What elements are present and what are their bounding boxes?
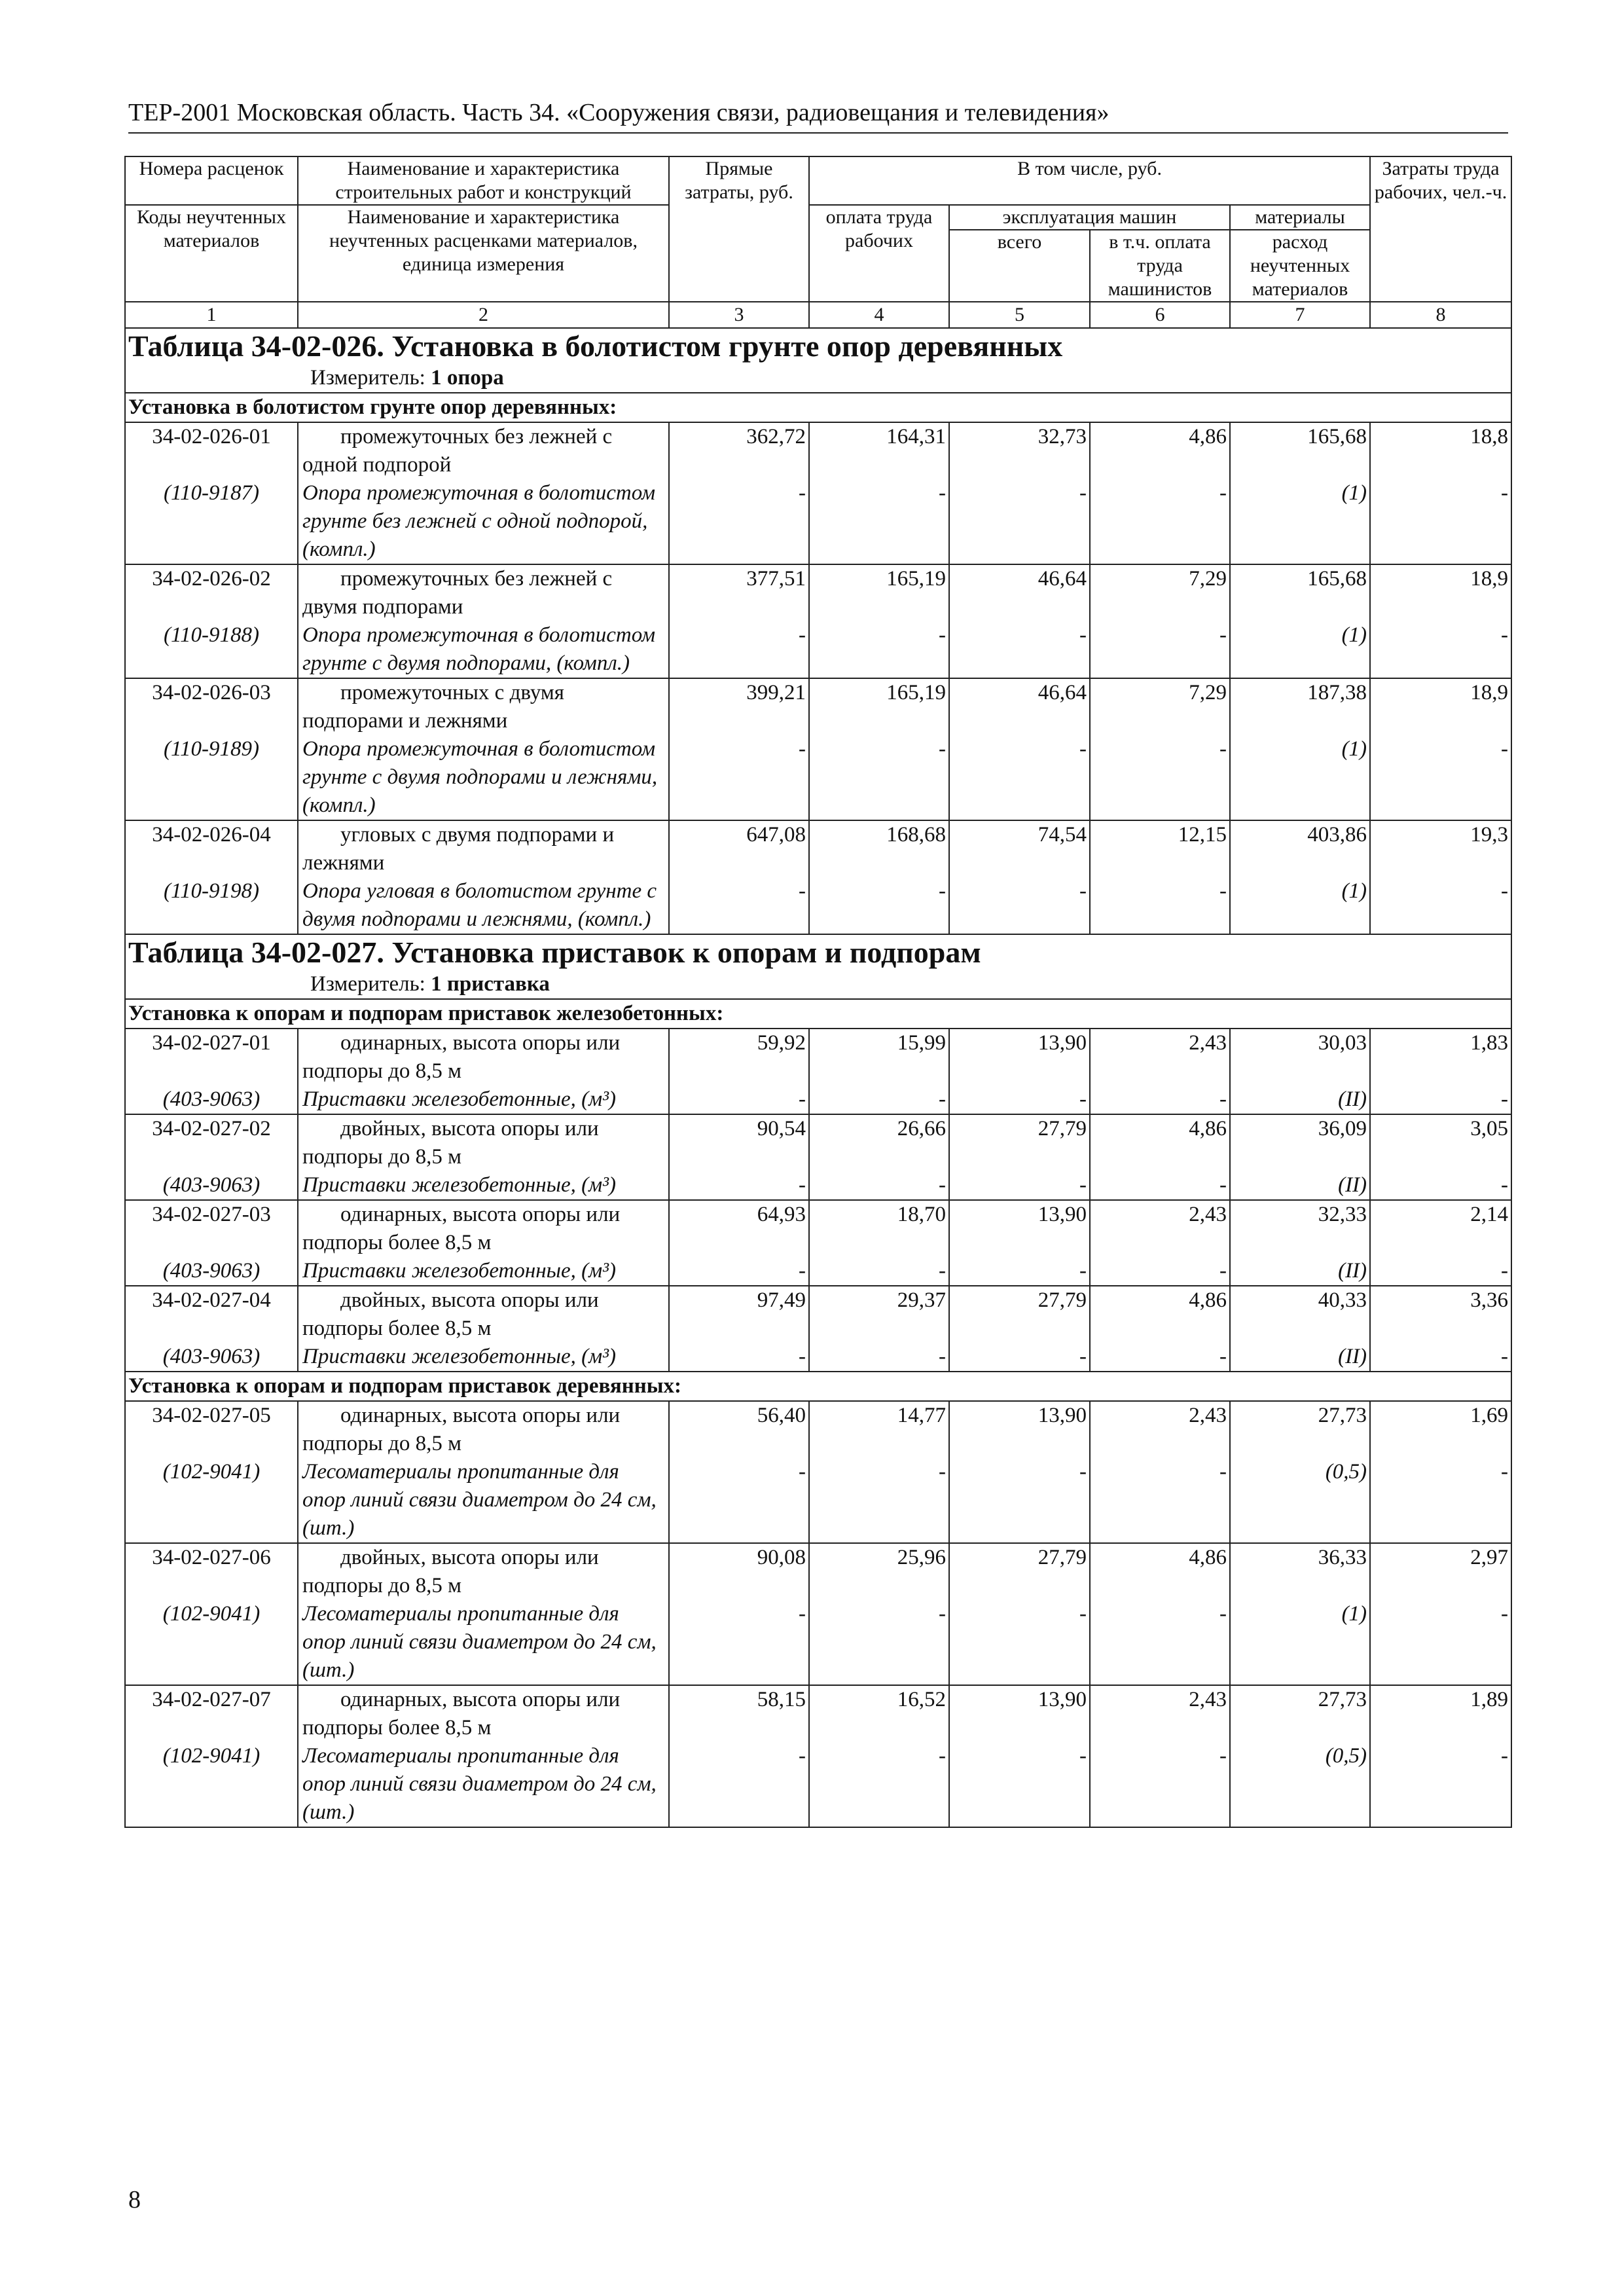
rate-code: 34-02-027-02 bbox=[125, 1114, 298, 1171]
material-value: - bbox=[1090, 1257, 1230, 1286]
material-value: - bbox=[669, 877, 809, 934]
material-value: - bbox=[1370, 1458, 1511, 1543]
meter-label: Измеритель: bbox=[310, 972, 425, 996]
material-value: - bbox=[669, 1085, 809, 1114]
rate-value: 58,15 bbox=[669, 1685, 809, 1742]
rate-value: 2,43 bbox=[1090, 1401, 1230, 1458]
rate-value: 2,43 bbox=[1090, 1029, 1230, 1085]
rate-value: 32,33 bbox=[1230, 1200, 1370, 1257]
material-value: - bbox=[949, 1458, 1090, 1543]
rate-value: 74,54 bbox=[949, 820, 1090, 877]
material-value: (1) bbox=[1230, 621, 1370, 678]
rate-value: 56,40 bbox=[669, 1401, 809, 1458]
rate-code: 34-02-027-01 bbox=[125, 1029, 298, 1085]
material-value: - bbox=[669, 1257, 809, 1286]
material-value: (0,5) bbox=[1230, 1742, 1370, 1827]
rate-value: 2,43 bbox=[1090, 1200, 1230, 1257]
material-value: - bbox=[669, 479, 809, 564]
rate-value: 2,14 bbox=[1370, 1200, 1511, 1257]
rate-row bbox=[125, 1685, 1511, 1742]
table-title: Таблица 34-02-026. Установка в болотистом грунте опор деревянных bbox=[125, 328, 1511, 364]
rate-code: 34-02-027-05 bbox=[125, 1401, 298, 1458]
material-value: - bbox=[669, 1171, 809, 1200]
rate-row bbox=[125, 422, 1511, 479]
material-name: Лесоматериалы пропитанные для опор линий связи диаметром до 24 см, (шт.) bbox=[298, 1458, 669, 1543]
material-value: - bbox=[1090, 1085, 1230, 1114]
rate-value: 2,43 bbox=[1090, 1685, 1230, 1742]
material-name: Опора промежуточная в болотистом грунте с двумя подпорами и лежнями, (компл.) bbox=[298, 735, 669, 820]
material-code: (102-9041) bbox=[125, 1458, 298, 1543]
material-value: - bbox=[669, 621, 809, 678]
col-machines: эксплуатация машин bbox=[949, 205, 1230, 230]
rate-code: 34-02-026-01 bbox=[125, 422, 298, 479]
material-value: - bbox=[809, 621, 949, 678]
table-title-row bbox=[125, 328, 1511, 364]
material-name: Опора угловая в болотистом грунте с двумя подпорами и лежнями, (компл.) bbox=[298, 877, 669, 934]
col-work-name: Наименование и характеристика строительных работ и конструкций bbox=[298, 156, 669, 205]
rate-value: 12,15 bbox=[1090, 820, 1230, 877]
rate-row bbox=[125, 1286, 1511, 1343]
col-including: В том числе, руб. bbox=[809, 156, 1370, 205]
material-value: - bbox=[809, 1171, 949, 1200]
rate-value: 13,90 bbox=[949, 1029, 1090, 1085]
material-code: (110-9189) bbox=[125, 735, 298, 820]
rate-value: 165,19 bbox=[809, 564, 949, 621]
col-machinist-pay: в т.ч. оплата труда машинистов bbox=[1090, 230, 1230, 302]
rate-value: 13,90 bbox=[949, 1685, 1090, 1742]
col-machines-total: всего bbox=[949, 230, 1090, 302]
material-value: (II) bbox=[1230, 1085, 1370, 1114]
rate-value: 2,97 bbox=[1370, 1543, 1511, 1600]
meter-row bbox=[125, 364, 1511, 393]
material-row bbox=[125, 1171, 1511, 1200]
rate-value: 187,38 bbox=[1230, 678, 1370, 735]
material-value: - bbox=[949, 1343, 1090, 1372]
material-value: - bbox=[949, 479, 1090, 564]
material-name: Лесоматериалы пропитанные для опор линий связи диаметром до 24 см, (шт.) bbox=[298, 1600, 669, 1685]
column-number: 3 bbox=[669, 302, 809, 328]
material-value: - bbox=[949, 735, 1090, 820]
material-code: (403-9063) bbox=[125, 1257, 298, 1286]
material-value: (II) bbox=[1230, 1171, 1370, 1200]
work-name: одинарных, высота опоры или подпоры более 8,5 м bbox=[298, 1200, 669, 1257]
rate-value: 26,66 bbox=[809, 1114, 949, 1171]
material-code: (110-9198) bbox=[125, 877, 298, 934]
rate-value: 40,33 bbox=[1230, 1286, 1370, 1343]
material-value: (II) bbox=[1230, 1257, 1370, 1286]
work-name: двойных, высота опоры или подпоры до 8,5 м bbox=[298, 1114, 669, 1171]
rate-value: 64,93 bbox=[669, 1200, 809, 1257]
material-code: (110-9188) bbox=[125, 621, 298, 678]
material-value: - bbox=[1370, 479, 1511, 564]
material-value: - bbox=[669, 1343, 809, 1372]
material-value: (1) bbox=[1230, 479, 1370, 564]
rate-value: 7,29 bbox=[1090, 678, 1230, 735]
rate-value: 18,9 bbox=[1370, 564, 1511, 621]
rate-row bbox=[125, 1543, 1511, 1600]
material-row bbox=[125, 1600, 1511, 1685]
work-name: одинарных, высота опоры или подпоры до 8,5 м bbox=[298, 1401, 669, 1458]
material-value: (II) bbox=[1230, 1343, 1370, 1372]
material-value: - bbox=[949, 621, 1090, 678]
material-value: - bbox=[809, 1458, 949, 1543]
rate-value: 32,73 bbox=[949, 422, 1090, 479]
col-material-name: Наименование и характеристика неучтенных расценками материалов, единица измерения bbox=[298, 205, 669, 302]
material-name: Опора промежуточная в болотистом грунте с двумя подпорами, (компл.) bbox=[298, 621, 669, 678]
material-value: - bbox=[949, 1085, 1090, 1114]
rate-value: 7,29 bbox=[1090, 564, 1230, 621]
material-row bbox=[125, 1257, 1511, 1286]
material-value: - bbox=[949, 1600, 1090, 1685]
material-name: Приставки железобетонные, (м³) bbox=[298, 1343, 669, 1372]
meter bbox=[125, 364, 1511, 393]
section-title: Установка к опорам и подпорам приставок железобетонных: bbox=[125, 999, 1511, 1029]
material-value: - bbox=[1090, 1171, 1230, 1200]
material-value: - bbox=[1370, 877, 1511, 934]
material-value: - bbox=[1090, 621, 1230, 678]
material-value: - bbox=[1090, 1343, 1230, 1372]
rate-value: 97,49 bbox=[669, 1286, 809, 1343]
rate-value: 29,37 bbox=[809, 1286, 949, 1343]
material-value: - bbox=[949, 1171, 1090, 1200]
material-value: - bbox=[1370, 621, 1511, 678]
material-value: - bbox=[809, 1343, 949, 1372]
rate-value: 27,73 bbox=[1230, 1401, 1370, 1458]
rate-value: 46,64 bbox=[949, 564, 1090, 621]
material-value: - bbox=[1090, 735, 1230, 820]
rate-value: 1,83 bbox=[1370, 1029, 1511, 1085]
material-value: - bbox=[809, 1742, 949, 1827]
material-value: - bbox=[1370, 1085, 1511, 1114]
column-number: 4 bbox=[809, 302, 949, 328]
material-value: - bbox=[1090, 1742, 1230, 1827]
material-value: - bbox=[809, 735, 949, 820]
material-row bbox=[125, 1458, 1511, 1543]
col-material-usage: расход неучтенных материалов bbox=[1230, 230, 1370, 302]
rate-value: 1,89 bbox=[1370, 1685, 1511, 1742]
rate-value: 25,96 bbox=[809, 1543, 949, 1600]
col-direct-costs: Прямые затраты, руб. bbox=[669, 156, 809, 302]
material-value: - bbox=[949, 877, 1090, 934]
column-number: 8 bbox=[1370, 302, 1511, 328]
material-value: - bbox=[949, 1742, 1090, 1827]
section-title-row bbox=[125, 999, 1511, 1029]
material-name: Приставки железобетонные, (м³) bbox=[298, 1085, 669, 1114]
page-number: 8 bbox=[128, 2186, 141, 2214]
rate-value: 13,90 bbox=[949, 1200, 1090, 1257]
rate-value: 36,33 bbox=[1230, 1543, 1370, 1600]
rate-value: 3,05 bbox=[1370, 1114, 1511, 1171]
material-row bbox=[125, 1742, 1511, 1827]
rate-value: 165,19 bbox=[809, 678, 949, 735]
work-name: одинарных, высота опоры или подпоры до 8,5 м bbox=[298, 1029, 669, 1085]
rate-code: 34-02-026-02 bbox=[125, 564, 298, 621]
rate-value: 1,69 bbox=[1370, 1401, 1511, 1458]
work-name: промежуточных без лежней с одной подпорой bbox=[298, 422, 669, 479]
work-name: двойных, высота опоры или подпоры до 8,5 м bbox=[298, 1543, 669, 1600]
material-value: (1) bbox=[1230, 877, 1370, 934]
rate-value: 4,86 bbox=[1090, 1543, 1230, 1600]
rate-code: 34-02-027-06 bbox=[125, 1543, 298, 1600]
work-name: промежуточных с двумя подпорами и лежнями bbox=[298, 678, 669, 735]
rate-row bbox=[125, 820, 1511, 877]
material-code: (102-9041) bbox=[125, 1600, 298, 1685]
rate-code: 34-02-027-04 bbox=[125, 1286, 298, 1343]
rate-value: 27,79 bbox=[949, 1114, 1090, 1171]
work-name: одинарных, высота опоры или подпоры более 8,5 м bbox=[298, 1685, 669, 1742]
rates-table bbox=[124, 156, 1512, 1828]
col-materials: материалы bbox=[1230, 205, 1370, 230]
material-code: (102-9041) bbox=[125, 1742, 298, 1827]
work-name: угловых с двумя подпорами и лежнями bbox=[298, 820, 669, 877]
column-number: 1 bbox=[125, 302, 298, 328]
meter-value: 1 опора bbox=[431, 366, 504, 390]
material-value: - bbox=[949, 1257, 1090, 1286]
material-value: - bbox=[1370, 1343, 1511, 1372]
column-number: 2 bbox=[298, 302, 669, 328]
rate-row bbox=[125, 678, 1511, 735]
section-title: Установка к опорам и подпорам приставок деревянных: bbox=[125, 1372, 1511, 1401]
rate-value: 59,92 bbox=[669, 1029, 809, 1085]
work-name: двойных, высота опоры или подпоры более 8,5 м bbox=[298, 1286, 669, 1343]
meter-row bbox=[125, 970, 1511, 999]
rate-value: 90,08 bbox=[669, 1543, 809, 1600]
section-title: Установка в болотистом грунте опор деревянных: bbox=[125, 393, 1511, 422]
rate-code: 34-02-027-07 bbox=[125, 1685, 298, 1742]
material-row bbox=[125, 1085, 1511, 1114]
meter bbox=[125, 970, 1511, 999]
rate-value: 27,79 bbox=[949, 1543, 1090, 1600]
table-title-row bbox=[125, 934, 1511, 970]
material-row bbox=[125, 479, 1511, 564]
rate-value: 3,36 bbox=[1370, 1286, 1511, 1343]
material-value: - bbox=[1370, 1171, 1511, 1200]
rate-value: 18,8 bbox=[1370, 422, 1511, 479]
material-value: - bbox=[1090, 877, 1230, 934]
header-row-2 bbox=[125, 205, 1511, 230]
rate-value: 46,64 bbox=[949, 678, 1090, 735]
rate-value: 165,68 bbox=[1230, 564, 1370, 621]
material-code: (403-9063) bbox=[125, 1171, 298, 1200]
rate-value: 168,68 bbox=[809, 820, 949, 877]
col-labor-costs: Затраты труда рабочих, чел.-ч. bbox=[1370, 156, 1511, 302]
meter-value: 1 приставка bbox=[431, 972, 550, 996]
material-name: Опора промежуточная в болотистом грунте без лежней с одной подпорой, (компл.) bbox=[298, 479, 669, 564]
rate-value: 27,73 bbox=[1230, 1685, 1370, 1742]
material-name: Приставки железобетонные, (м³) bbox=[298, 1257, 669, 1286]
rate-value: 14,77 bbox=[809, 1401, 949, 1458]
material-row bbox=[125, 1343, 1511, 1372]
column-numbers-row bbox=[125, 302, 1511, 328]
rate-value: 377,51 bbox=[669, 564, 809, 621]
rate-value: 4,86 bbox=[1090, 1286, 1230, 1343]
material-value: - bbox=[669, 1742, 809, 1827]
col-worker-pay: оплата труда рабочих bbox=[809, 205, 949, 302]
column-number: 7 bbox=[1230, 302, 1370, 328]
material-row bbox=[125, 877, 1511, 934]
material-value: - bbox=[809, 479, 949, 564]
material-name: Лесоматериалы пропитанные для опор линий связи диаметром до 24 см, (шт.) bbox=[298, 1742, 669, 1827]
rate-code: 34-02-026-03 bbox=[125, 678, 298, 735]
rate-value: 165,68 bbox=[1230, 422, 1370, 479]
material-value: - bbox=[1370, 735, 1511, 820]
material-value: (1) bbox=[1230, 1600, 1370, 1685]
material-value: - bbox=[809, 1257, 949, 1286]
material-value: - bbox=[1370, 1742, 1511, 1827]
rate-row bbox=[125, 1401, 1511, 1458]
rate-code: 34-02-027-03 bbox=[125, 1200, 298, 1257]
material-value: - bbox=[1090, 479, 1230, 564]
material-value: - bbox=[1090, 1458, 1230, 1543]
material-code: (110-9187) bbox=[125, 479, 298, 564]
rate-value: 4,86 bbox=[1090, 422, 1230, 479]
rate-value: 164,31 bbox=[809, 422, 949, 479]
header-row-1 bbox=[125, 156, 1511, 205]
material-value: - bbox=[1370, 1600, 1511, 1685]
rate-value: 13,90 bbox=[949, 1401, 1090, 1458]
rate-row bbox=[125, 1029, 1511, 1085]
material-name: Приставки железобетонные, (м³) bbox=[298, 1171, 669, 1200]
material-code: (403-9063) bbox=[125, 1085, 298, 1114]
material-code: (403-9063) bbox=[125, 1343, 298, 1372]
rate-value: 399,21 bbox=[669, 678, 809, 735]
rate-value: 18,9 bbox=[1370, 678, 1511, 735]
rate-value: 403,86 bbox=[1230, 820, 1370, 877]
col-rate-numbers: Номера расценок bbox=[125, 156, 298, 205]
page-header: ТЕР-2001 Московская область. Часть 34. «Сооружения связи, радиовещания и телевидения» bbox=[128, 98, 1508, 134]
material-value: - bbox=[1090, 1600, 1230, 1685]
col-material-codes: Коды неучтенных материалов bbox=[125, 205, 298, 302]
material-value: (1) bbox=[1230, 735, 1370, 820]
material-value: - bbox=[809, 877, 949, 934]
column-number: 6 bbox=[1090, 302, 1230, 328]
material-value: - bbox=[1370, 1257, 1511, 1286]
rate-value: 647,08 bbox=[669, 820, 809, 877]
table-title: Таблица 34-02-027. Установка приставок к опорам и подпорам bbox=[125, 934, 1511, 970]
material-value: - bbox=[669, 1458, 809, 1543]
rate-value: 4,86 bbox=[1090, 1114, 1230, 1171]
material-value: (0,5) bbox=[1230, 1458, 1370, 1543]
material-row bbox=[125, 735, 1511, 820]
work-name: промежуточных без лежней с двумя подпорами bbox=[298, 564, 669, 621]
rate-value: 30,03 bbox=[1230, 1029, 1370, 1085]
column-number: 5 bbox=[949, 302, 1090, 328]
rate-value: 18,70 bbox=[809, 1200, 949, 1257]
rate-value: 90,54 bbox=[669, 1114, 809, 1171]
rate-value: 36,09 bbox=[1230, 1114, 1370, 1171]
rate-row bbox=[125, 1200, 1511, 1257]
material-value: - bbox=[809, 1085, 949, 1114]
material-value: - bbox=[669, 1600, 809, 1685]
section-title-row bbox=[125, 393, 1511, 422]
rate-value: 15,99 bbox=[809, 1029, 949, 1085]
material-value: - bbox=[669, 735, 809, 820]
rate-value: 16,52 bbox=[809, 1685, 949, 1742]
section-title-row bbox=[125, 1372, 1511, 1401]
meter-label: Измеритель: bbox=[310, 366, 425, 390]
rate-value: 19,3 bbox=[1370, 820, 1511, 877]
rate-row bbox=[125, 564, 1511, 621]
rate-row bbox=[125, 1114, 1511, 1171]
material-value: - bbox=[809, 1600, 949, 1685]
rate-value: 27,79 bbox=[949, 1286, 1090, 1343]
rate-value: 362,72 bbox=[669, 422, 809, 479]
material-row bbox=[125, 621, 1511, 678]
rate-code: 34-02-026-04 bbox=[125, 820, 298, 877]
